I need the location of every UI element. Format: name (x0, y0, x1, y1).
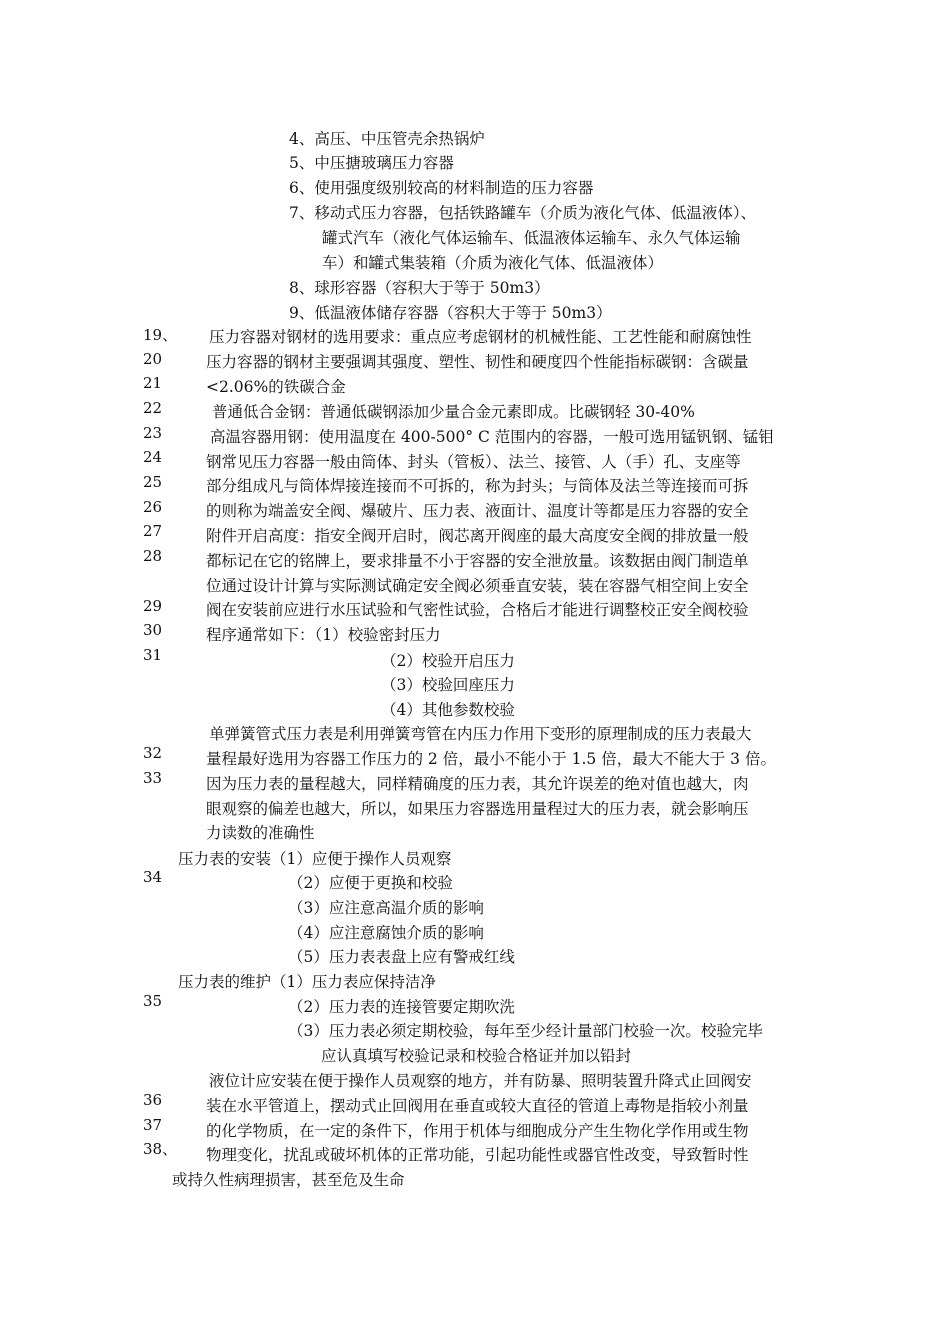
body-line: 装在水平管道上，摆动式止回阀用在垂直或较大直径的管道上毒物是指较小剂量 (206, 1097, 749, 1115)
list-item-continuation: 罐式汽车（液化气体运输车、低温液体运输车、永久气体运输 (322, 229, 741, 247)
item-number: 38、 (143, 1140, 178, 1158)
body-line: 高温容器用钢：使用温度在 400-500° C 范围内的容器，一般可选用锰钒钢、锰钼 (210, 428, 774, 446)
body-line: 因为压力表的量程越大，同样精确度的压力表，其允许误差的绝对值也越大，肉 (206, 775, 749, 793)
item-number: 26 (143, 498, 163, 516)
body-line: 的则称为端盖安全阀、爆破片、压力表、液面计、温度计等都是压力容器的安全 (206, 502, 749, 520)
item-number: 21 (143, 374, 163, 392)
body-line: 阀在安装前应进行水压试验和气密性试验，合格后才能进行调整校正安全阀校验 (206, 601, 749, 619)
body-line: 应认真填写校验记录和校验合格证并加以铅封 (321, 1047, 632, 1065)
item-number: 22 (143, 399, 163, 417)
item-number: 31 (143, 646, 163, 664)
list-item: 5、中压搪玻璃压力容器 (289, 154, 454, 172)
body-line: 位通过设计计算与实际测试确定安全阀必须垂直安装，装在容器气相空间上安全 (206, 577, 749, 595)
item-number: 29 (143, 597, 163, 615)
list-item: 7、移动式压力容器，包括铁路罐车（介质为液化气体、低温液体）、 (289, 204, 757, 222)
body-line: 压力容器的钢材主要强调其强度、塑性、韧性和硬度四个性能指标碳钢：含碳量 (206, 353, 749, 371)
list-item-continuation: 车）和罐式集装箱（介质为液化气体、低温液体） (322, 254, 664, 272)
body-line: 部分组成凡与筒体焊接连接而不可拆的，称为封头；与筒体及法兰等连接而可拆 (206, 477, 749, 495)
body-line: 压力表的安装（1）应便于操作人员观察 (178, 850, 452, 868)
body-line: 液位计应安装在便于操作人员观察的地方，并有防暴、照明装置升降式止回阀安 (209, 1072, 752, 1090)
body-line: （4）应注意腐蚀介质的影响 (288, 924, 484, 942)
body-line: 压力容器对钢材的选用要求：重点应考虑钢材的机械性能、工艺性能和耐腐蚀性 (209, 328, 752, 346)
item-number: 33 (143, 769, 163, 787)
body-line: 或持久性病理损害，甚至危及生命 (172, 1171, 405, 1189)
list-item: 4、高压、中压管壳余热锅炉 (289, 130, 485, 148)
body-line: 的化学物质，在一定的条件下，作用于机体与细胞成分产生生物化学作用或生物 (206, 1122, 749, 1140)
body-line: 压力表的维护（1）压力表应保持洁净 (178, 973, 436, 991)
item-number: 32 (143, 744, 163, 762)
body-line: 力读数的准确性 (206, 824, 315, 842)
body-line: （4）其他参数校验 (381, 701, 515, 719)
item-number: 27 (143, 522, 163, 540)
body-line: （2）应便于更换和校验 (288, 874, 453, 892)
item-number: 36 (143, 1091, 163, 1109)
body-line: （3）校验回座压力 (381, 676, 515, 694)
body-line: 钢常见压力容器一般由筒体、封头（管板）、法兰、接管、人（手）孔、支座等 (206, 453, 741, 471)
body-line: 附件开启高度：指安全阀开启时，阀芯离开阀座的最大高度安全阀的排放量一般 (206, 527, 749, 545)
list-item: 9、低温液体储存容器（容积大于等于 50m3） (289, 304, 612, 322)
body-line: 物理变化，扰乱或破坏机体的正常功能，引起功能性或器官性改变，导致暂时性 (206, 1146, 749, 1164)
item-number: 37 (143, 1116, 163, 1134)
body-line: （3）压力表必须定期校验，每年至少经计量部门校验一次。校验完毕 (288, 1022, 763, 1040)
item-number: 25 (143, 473, 163, 491)
item-number: 35 (143, 992, 163, 1010)
body-line: 程序通常如下：（1）校验密封压力 (206, 626, 441, 644)
body-line: <2.06%的铁碳合金 (206, 378, 346, 396)
body-line: （5）压力表表盘上应有警戒红线 (288, 948, 515, 966)
list-item: 6、使用强度级别较高的材料制造的压力容器 (289, 179, 594, 197)
item-number: 28 (143, 547, 163, 565)
item-number: 23 (143, 424, 163, 442)
body-line: 普通低合金钢：普通低碳钢添加少量合金元素即成。比碳钢轻 30-40% (212, 403, 695, 421)
item-number: 19、 (143, 326, 178, 344)
item-number: 20 (143, 350, 163, 368)
body-line: （3）应注意高温介质的影响 (288, 899, 484, 917)
body-line: （2）校验开启压力 (381, 652, 515, 670)
item-number: 24 (143, 448, 163, 466)
body-line: 都标记在它的铭牌上，要求排量不小于容器的安全泄放量。该数据由阀门制造单 (206, 552, 749, 570)
body-line: 眼观察的偏差也越大，所以，如果压力容器选用量程过大的压力表，就会影响压 (206, 800, 749, 818)
item-number: 30 (143, 621, 163, 639)
list-item: 8、球形容器（容积大于等于 50m3） (289, 279, 550, 297)
item-number: 34 (143, 868, 163, 886)
body-line: （2）压力表的连接管要定期吹洗 (288, 998, 515, 1016)
body-line: 单弹簧管式压力表是利用弹簧弯管在内压力作用下变形的原理制成的压力表最大 (209, 725, 752, 743)
body-line: 量程最好选用为容器工作压力的 2 倍，最小不能小于 1.5 倍，最大不能大于 3 倍。 (206, 750, 776, 768)
